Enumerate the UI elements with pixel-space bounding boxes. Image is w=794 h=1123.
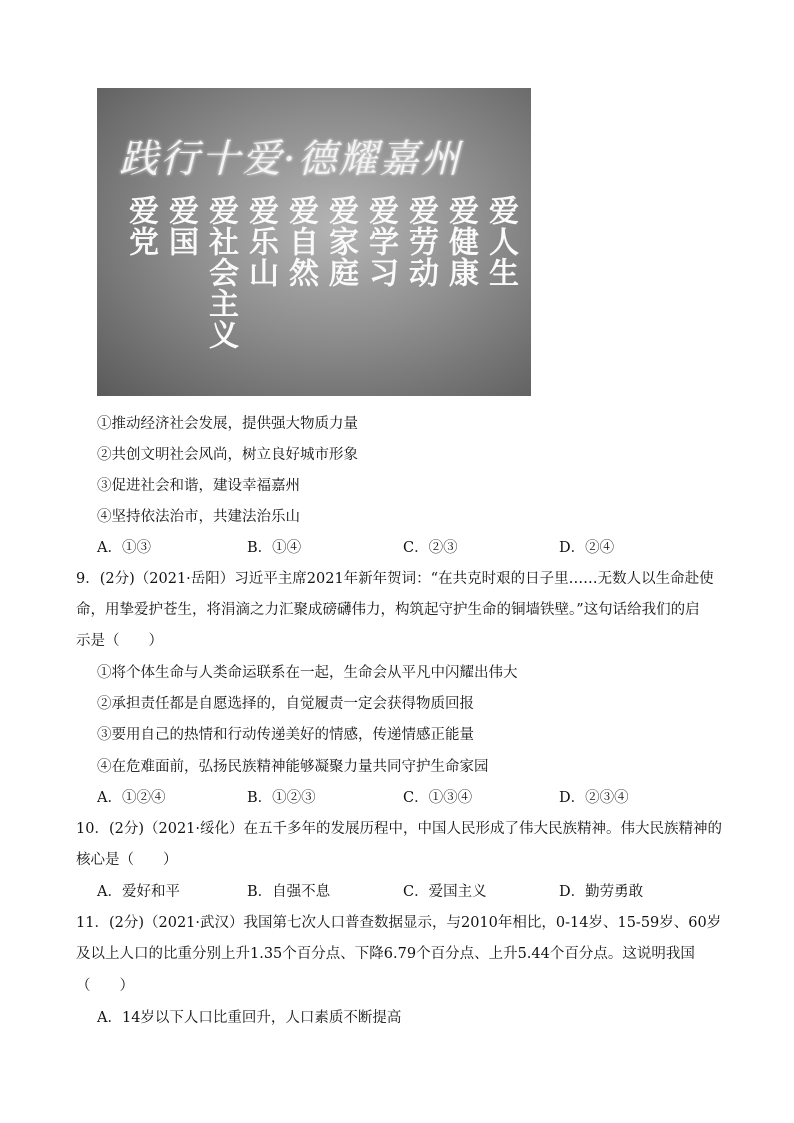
poster-title: 践行十爱·德耀嘉州 (119, 137, 462, 182)
q8-option-a[interactable]: A．①③ (97, 540, 151, 556)
q10-option-a[interactable]: A．爱好和平 (97, 884, 180, 900)
poster-column: 爱健康 (443, 195, 478, 288)
q9-item-4: ④在危难面前，弘扬民族精神能够凝聚力量共同守护生命家园 (97, 759, 489, 775)
q9-option-d[interactable]: D．②③④ (559, 790, 629, 806)
q11-stem-line-2: 及以上人口的比重分别上升1.35个百分点、下降6.79个百分点、上升5.44个百分点。这说明我国 (76, 946, 695, 962)
poster-column: 爱国 (163, 195, 198, 257)
q8-item-3: ③促进社会和谐，建设幸福嘉州 (97, 478, 300, 494)
q9-option-b[interactable]: B．①②③ (247, 790, 316, 806)
q10-option-d[interactable]: D．勤劳勇敢 (559, 884, 644, 900)
poster-column: 爱社会主义 (203, 195, 238, 350)
poster-column: 爱家庭 (323, 195, 358, 288)
poster-columns (123, 195, 523, 385)
q9-option-a[interactable]: A．①②④ (97, 790, 166, 806)
poster-column: 爱人生 (483, 195, 518, 288)
q11-option-a[interactable]: A．14岁以下人口比重回升，人口素质不断提高 (97, 1010, 402, 1026)
q8-item-4: ④坚持依法治市，共建法治乐山 (97, 509, 300, 525)
q9-item-3: ③要用自己的热情和行动传递美好的情感，传递情感正能量 (97, 727, 474, 743)
q11-stem-line-1: 11．(2分)（2021·武汉）我国第七次人口普查数据显示，与2010年相比，0-14岁、15-59岁、60岁 (76, 915, 722, 931)
q9-stem-line-2: 命，用挚爱护苍生，将涓滴之力汇聚成磅礴伟力，构筑起守护生命的铜墙铁壁。”这句话给我们的启 (76, 602, 700, 618)
q9-stem-line-1: 9．(2分)（2021·岳阳）习近平主席2021年新年贺词：“在共克时艰的日子里……无数人以生命赴使 (76, 571, 714, 587)
poster-column: 爱学习 (363, 195, 398, 288)
q10-stem-line-2: 核心是（ ） (76, 852, 178, 868)
q9-stem-line-3: 示是（ ） (76, 633, 163, 649)
q10-stem-line-1: 10．(2分)（2021·绥化）在五千多年的发展历程中，中国人民形成了伟大民族精神。伟大民族精神的 (76, 821, 722, 837)
q8-item-2: ②共创文明社会风尚，树立良好城市形象 (97, 447, 358, 463)
q11-stem-line-3: （ ） (76, 978, 134, 994)
q9-item-1: ①将个体生命与人类命运联系在一起，生命会从平凡中闪耀出伟大 (97, 665, 518, 681)
poster-image (97, 88, 531, 396)
q9-option-c[interactable]: C．①③④ (403, 790, 473, 806)
poster-column: 爱党 (123, 195, 158, 257)
poster-column: 爱自然 (283, 195, 318, 288)
q10-option-b[interactable]: B．自强不息 (247, 884, 331, 900)
q10-option-c[interactable]: C．爱国主义 (403, 884, 487, 900)
poster-column: 爱劳动 (403, 195, 438, 288)
q8-option-b[interactable]: B．①④ (247, 540, 302, 556)
q8-option-d[interactable]: D．②④ (559, 540, 615, 556)
poster-column: 爱乐山 (243, 195, 278, 288)
q9-item-2: ②承担责任都是自愿选择的，自觉履责一定会获得物质回报 (97, 696, 474, 712)
q8-item-1: ①推动经济社会发展，提供强大物质力量 (97, 416, 358, 432)
q8-option-c[interactable]: C．②③ (403, 540, 458, 556)
